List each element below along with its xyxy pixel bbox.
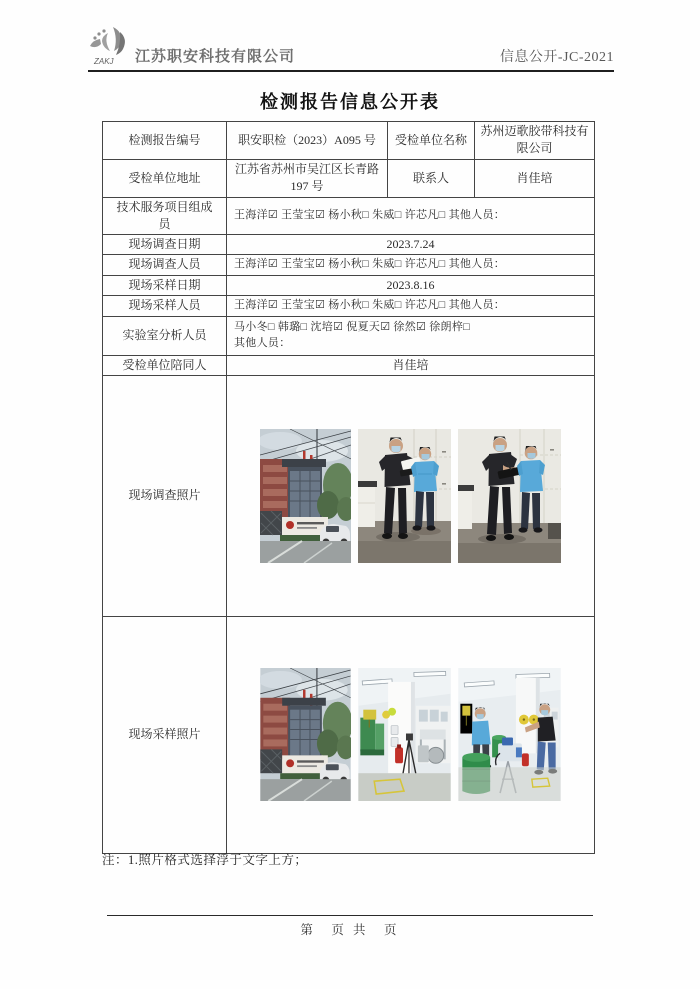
sampling-photo-workshop	[358, 668, 451, 801]
sampling-photos	[231, 668, 590, 801]
row-sampling-date	[103, 275, 595, 295]
row-survey-photos	[103, 375, 595, 616]
report-number-label: 检测报告编号	[103, 122, 227, 160]
project-team-value: 王海洋☑ 王莹宝☑ 杨小秋□ 朱威□ 许芯凡□ 其他人员：	[227, 197, 595, 234]
sampling-staff-label: 现场采样人员	[103, 296, 227, 316]
row-project-team	[103, 197, 595, 234]
survey-staff-value: 王海洋☑ 王莹宝☑ 杨小秋□ 朱威□ 许芯凡□ 其他人员：	[227, 255, 595, 275]
unit-name-label: 受检单位名称	[388, 122, 475, 160]
survey-date-value: 2023.7.24	[227, 234, 595, 254]
svg-text:ZAKJ: ZAKJ	[94, 57, 114, 66]
lab-analysts-line1: 马小冬□ 韩璐□ 沈培☑ 倪夏天☑ 徐然☑ 徐朗梓□	[234, 320, 471, 333]
sampling-date-label: 现场采样日期	[103, 275, 227, 295]
sampling-photos-cell	[227, 616, 595, 853]
disclosure-table	[102, 121, 595, 854]
survey-photo-factory-gate	[260, 429, 351, 563]
survey-photo-inspection-1	[358, 429, 451, 563]
page-number-text: 第 页 共 页	[300, 923, 400, 937]
row-lab-analysts	[103, 316, 595, 355]
survey-photos-cell	[227, 375, 595, 616]
survey-photo-inspection-2	[458, 429, 561, 563]
row-sampling-staff	[103, 296, 595, 316]
project-team-label: 技术服务项目组成员	[103, 197, 227, 234]
report-number-value: 职安职检（2023）A095 号	[227, 122, 388, 160]
survey-photos-label: 现场调查照片	[103, 375, 227, 616]
accompanying-person-label: 受检单位陪同人	[103, 355, 227, 375]
header-brand	[88, 25, 295, 67]
survey-photos	[231, 429, 590, 563]
sampling-photos-label: 现场采样照片	[103, 616, 227, 853]
survey-staff-label: 现场调查人员	[103, 255, 227, 275]
sampling-staff-value: 王海洋☑ 王莹宝☑ 杨小秋□ 朱威□ 许芯凡□ 其他人员：	[227, 296, 595, 316]
unit-name-value: 苏州迈歌胶带科技有限公司	[475, 122, 595, 160]
contact-value: 肖佳培	[475, 159, 595, 197]
row-survey-date	[103, 234, 595, 254]
row-survey-staff	[103, 255, 595, 275]
page-header	[88, 26, 614, 72]
lab-analysts-label: 实验室分析人员	[103, 316, 227, 355]
page-footer	[107, 915, 593, 938]
unit-address-label: 受检单位地址	[103, 159, 227, 197]
footnote: 注：1.照片格式选择浮于文字上方；	[102, 853, 308, 867]
sampling-photo-equipment	[458, 668, 561, 801]
accompanying-person-value: 肖佳培	[227, 355, 595, 375]
doc-code: 信息公开-JC-2021	[499, 50, 614, 65]
row-sampling-photos	[103, 616, 595, 853]
page-title: 检测报告信息公开表	[260, 92, 440, 112]
row-report-number	[103, 122, 595, 160]
survey-date-label: 现场调查日期	[103, 234, 227, 254]
company-name: 江苏职安科技有限公司	[135, 49, 296, 65]
sampling-photo-factory-gate	[260, 668, 351, 801]
unit-address-value: 江苏省苏州市吴江区长青路197 号	[227, 159, 388, 197]
zakj-logo-icon	[88, 25, 132, 67]
row-accompanying-person	[103, 355, 595, 375]
row-unit-address	[103, 159, 595, 197]
contact-label: 联系人	[388, 159, 475, 197]
lab-analysts-line2: 其他人员：	[234, 336, 291, 349]
lab-analysts-value	[227, 316, 595, 355]
sampling-date-value: 2023.8.16	[227, 275, 595, 295]
